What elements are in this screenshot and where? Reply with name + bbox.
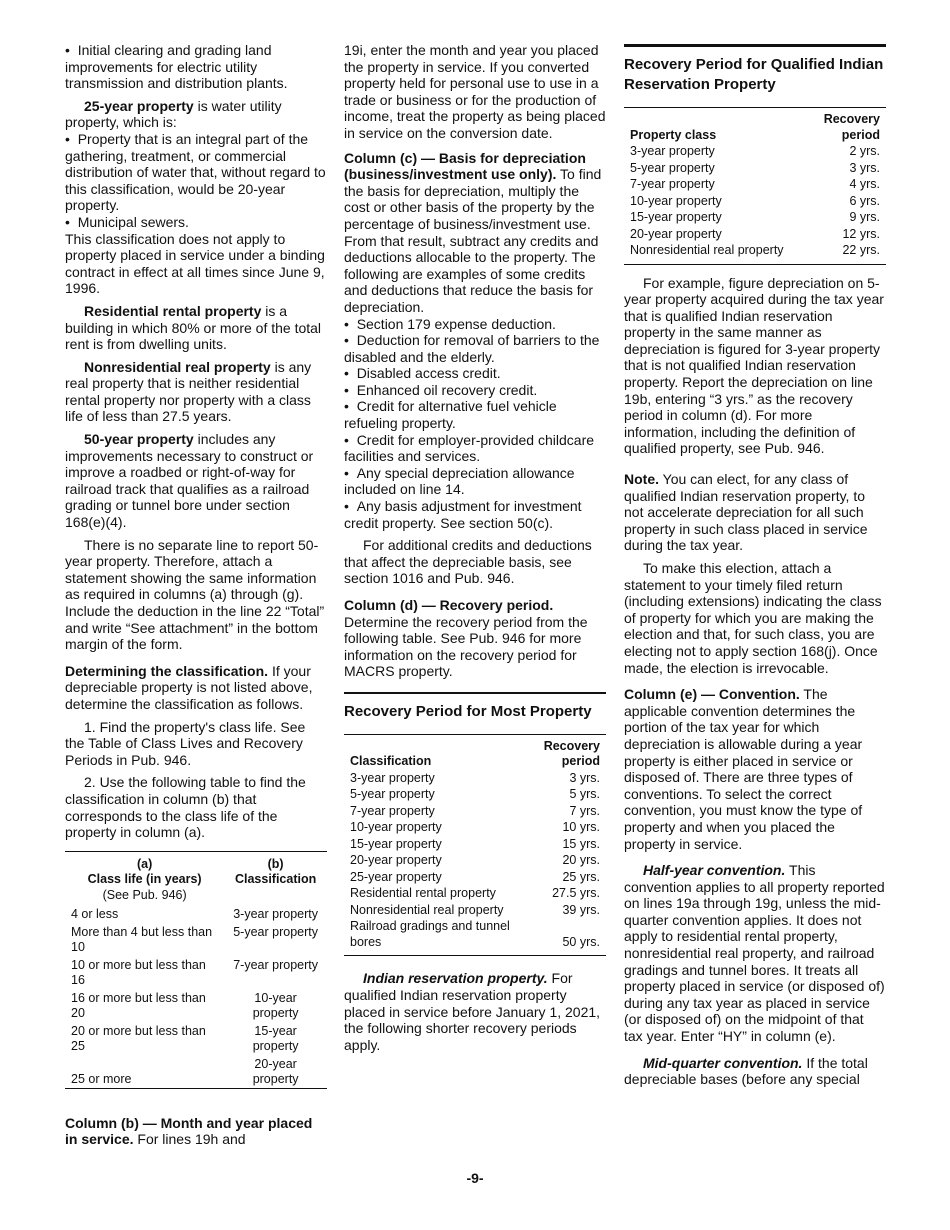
table-cell: 20-year property [252, 1056, 299, 1087]
paragraph-nonresidential-real: Nonresidential real property is any real property that is neither residential rental property nor property with a class life of less than 27.5 years. [65, 358, 312, 425]
table-cell: 10-year property [630, 193, 722, 208]
bullet-item: • Disabled access credit. [344, 365, 606, 382]
table-header-cell: Classification [350, 754, 432, 769]
table-cell: 4 yrs. [849, 177, 880, 191]
table-cell: 7-year property [233, 957, 318, 972]
table-cell: 25 yrs. [562, 869, 600, 884]
table-row [624, 143, 886, 160]
indian-reservation-recovery-table [624, 107, 886, 265]
table-cell: 15-year property [630, 210, 722, 224]
bullet-item: • Any basis adjustment for investment credit property. See section 50(c). [344, 498, 606, 531]
table-row [344, 836, 606, 853]
table-row [344, 786, 606, 803]
paragraph: 1. Find the property's class life. See the Table of Class Lives and Recovery Periods in Pub. 946. [65, 718, 306, 768]
paragraph-column-e: Column (e) — Convention. The applicable convention determines the portion of the tax year for which depreciation is allowable during a year property is either placed in service or disposed of. There are three types of conventions. To select the correct convention, you must know the type of property and when you placed the property in service. [624, 686, 863, 852]
table-cell: Nonresidential real property [630, 243, 784, 257]
table-cell: 10 or more but less than 16 [71, 957, 206, 988]
table-cell: Residential rental property [350, 886, 496, 901]
table-row [344, 803, 606, 820]
paragraph: For example, figure depreciation on 5-year property acquired during the tax year that is qualified Indian reservation property in the same manner as depreciation is figured for 3-year property that is not qualified Indian reservation property. Report the depreciation on line 19b, entering “3 yrs.” as the recovery period in column (d). For more information, including the definition of qualified property, see Pub. 946. [624, 274, 884, 457]
table-cell: 9 yrs. [849, 210, 880, 224]
table-cell: 15-year property [350, 836, 442, 851]
bullet-list [344, 316, 606, 532]
paragraph-column-b: Column (b) — Month and year placed in service. For lines 19h and [65, 1114, 313, 1148]
column-3 [624, 42, 886, 1094]
table-row [344, 852, 606, 869]
table-cell: 5-year property [233, 924, 318, 939]
paragraph-50-year: 50-year property includes any improvements necessary to construct or improve a roadbed or right-of-way for railroad track that qualifies as a railroad grading or tunnel bore under section 168(e)(4). [65, 431, 314, 531]
bullet-item: • Section 179 expense deduction. [344, 316, 606, 333]
recovery-period-table [344, 734, 606, 957]
paragraph-residential-rental: Residential rental property is a building in which 80% or more of the total rent is from dwelling units. [65, 302, 322, 353]
table-title: Recovery Period for Qualified Indian Reservation Property [624, 44, 886, 95]
table-row [344, 869, 606, 886]
table-cell: 20 yrs. [562, 853, 600, 868]
table-cell: 10-year property [252, 990, 299, 1021]
table-cell: 7-year property [630, 177, 715, 191]
table-cell: 7-year property [350, 803, 435, 818]
paragraph: There is no separate line to report 50-year property. Therefore, attach a statement showing the same information as required in columns (a) through (g). Include the deduction in the line 22 “Total” and write “See attachment” in the bottom margin of the form. [65, 536, 325, 653]
column-1 [65, 42, 327, 1154]
table-cell: 15 yrs. [562, 836, 600, 851]
table-cell: 7 yrs. [569, 803, 600, 818]
table-row [624, 176, 886, 193]
paragraph-column-c: Column (c) — Basis for depreciation (business/investment use only). To find the basis for depreciation, multiply the cost or other basis of the property by the percentage of business/investment use. From that result, subtract any credits and deductions allocable to the property. The following are examples of some credits and deductions that reduce the basis for depreciation. [344, 149, 602, 315]
table-cell: Nonresidential real property [350, 902, 504, 917]
paragraph-column-d: Column (d) — Recovery period. Determine the recovery period from the following table. See Pub. 946 for more information on the recovery period for MACRS property. [344, 597, 588, 680]
table-cell: 16 or more but less than 20 [71, 990, 206, 1021]
table-header-row [344, 734, 606, 770]
table-cell: 25-year property [350, 869, 442, 884]
table-row [65, 1055, 327, 1089]
paragraph: To make this election, attach a statement to your timely filed return (including extensions) indicating the class of property for which you are making the election and that, for such class, you are electing not to apply section 168(j). Once made, the election is irrevocable. [624, 560, 882, 676]
table-cell: 20-year property [350, 853, 442, 868]
column-2 [344, 42, 606, 1059]
paragraph-mid-quarter: Mid-quarter convention. If the total depreciable bases (before any special [624, 1054, 868, 1088]
table-header-row [624, 108, 886, 144]
table-header-cell: Property class [630, 127, 717, 142]
table-header-cell: Recovery period [823, 112, 880, 142]
table-header-row [65, 851, 327, 903]
table-cell: 50 yrs. [562, 934, 600, 949]
bullet-item: • Credit for alternative fuel vehicle refueling property. [344, 398, 606, 431]
paragraph: For additional credits and deductions that affect the depreciable basis, see section 1016 and Pub. 946. [344, 537, 592, 587]
paragraph: 2. Use the following table to find the classification in column (b) that corresponds to the class life of the property in column (a). [65, 774, 306, 841]
table-cell: 6 yrs. [849, 193, 880, 208]
bullet-item: • Initial clearing and grading land improvements for electric utility transmission and distribution plants. [65, 42, 327, 92]
paragraph: This classification does not apply to property placed in service under a binding contract in effect at all times since June 9, 1996. [65, 230, 325, 297]
table-header-cell: (b) Classification [234, 856, 317, 887]
table-title: Recovery Period for Most Property [344, 692, 606, 722]
bullet-item: • Enhanced oil recovery credit. [344, 382, 606, 399]
table-header-cell: Recovery period [543, 738, 600, 769]
table-cell: 27.5 yrs. [552, 886, 600, 901]
bullet-item: • Credit for employer-provided childcare facilities and services. [344, 432, 606, 465]
bullet-item: • Municipal sewers. [65, 214, 327, 231]
table-cell: 39 yrs. [562, 902, 600, 917]
paragraph-note: Note. You can elect, for any class of qualified Indian reservation property, to not accelerate depreciation for all such property in such class placed in service during the tax year. [624, 471, 868, 554]
table-cell: 5-year property [630, 160, 715, 175]
table-cell: 5 yrs. [569, 787, 600, 802]
table-cell: 12 yrs. [842, 226, 880, 241]
table-row [65, 923, 327, 956]
table-row [624, 226, 886, 243]
paragraph: 19i, enter the month and year you placed the property in service. If you converted property held for personal use to use in a trade or business or for the production of income, treat the property as being placed in service on the conversion date. [344, 42, 606, 141]
table-cell: 3 yrs. [849, 160, 880, 175]
table-row [65, 1022, 327, 1055]
bullet-item: • Deduction for removal of barriers to the disabled and the elderly. [344, 332, 606, 365]
table-cell: 2 yrs. [849, 144, 880, 158]
table-cell: 20-year property [630, 226, 722, 241]
table-row [65, 903, 327, 923]
table-header-cell: (a) Class life (in years) (See Pub. 946) [87, 856, 202, 902]
table-row [624, 209, 886, 226]
table-cell: 25 or more [71, 1072, 132, 1087]
table-cell: Railroad gradings and tunnel bores [350, 919, 510, 949]
paragraph-determining-classification: Determining the classification. If your depreciable property is not listed above, determine the classification as follows. [65, 662, 313, 712]
table-row [344, 819, 606, 836]
table-cell: 10-year property [350, 820, 442, 835]
table-cell: 10 yrs. [562, 820, 600, 835]
table-cell: 20 or more but less than 25 [71, 1023, 206, 1054]
table-cell: 15-year property [252, 1023, 299, 1054]
table-cell: 4 or less [71, 907, 119, 922]
table-cell: More than 4 but less than 10 [71, 924, 213, 955]
table-cell: 5-year property [350, 787, 435, 802]
paragraph-25-year: 25-year property is water utility property, which is: [65, 97, 282, 131]
table-cell: 3 yrs. [569, 770, 600, 785]
table-row [344, 902, 606, 919]
page-number: -9- [466, 1170, 484, 1186]
table-row [624, 193, 886, 210]
paragraph-indian-reservation: Indian reservation property. For qualified Indian reservation property placed in service before January 1, 2021, the following shorter recovery periods apply. [344, 970, 601, 1053]
class-life-table [65, 851, 327, 1089]
bullet-item: • Any special depreciation allowance included on line 14. [344, 465, 606, 498]
table-row [344, 918, 606, 956]
table-row [624, 242, 886, 264]
table-row [65, 956, 327, 989]
bullet-item: • Property that is an integral part of the gathering, treatment, or commercial distribution of water that, without regard to this classification, would be 20-year property. [65, 131, 327, 214]
table-cell: 3-year property [233, 907, 318, 922]
table-cell: 3-year property [350, 770, 435, 785]
table-row [65, 989, 327, 1022]
paragraph-half-year: Half-year convention. This convention applies to all property reported on lines 19a through 19g, unless the mid-quarter convention applies. It does not apply to residential rental property, nonresidential real property, and railroad gradings and tunnel bores. It treats all property placed in service (or disposed of) during any tax year as placed in service (or disposed of) on the midpoint of that tax year. Enter “HY” in column (e). [624, 862, 885, 1045]
table-cell: 3-year property [630, 144, 715, 158]
table-cell: 22 yrs. [842, 243, 880, 257]
table-row [344, 885, 606, 902]
table-row [624, 160, 886, 177]
table-row [344, 770, 606, 787]
